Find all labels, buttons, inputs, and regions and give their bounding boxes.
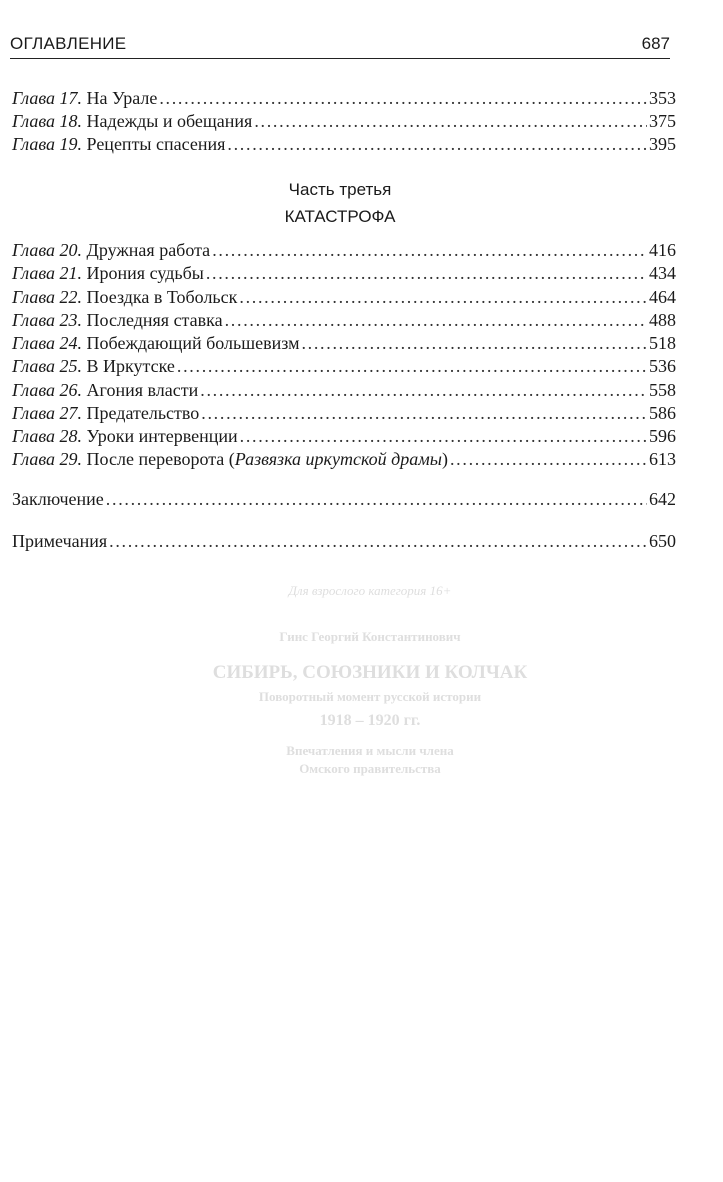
leader-dots	[301, 331, 647, 355]
conclusion-page: 642	[649, 489, 676, 509]
chapter-page: 416	[649, 240, 676, 260]
chapter-prefix: Глава	[12, 449, 56, 469]
chapter-number: 26.	[59, 380, 83, 400]
chapter-title: Последняя ставка	[86, 310, 223, 330]
chapter-page: 596	[649, 426, 676, 446]
chapter-number: 19.	[59, 134, 83, 154]
chapter-prefix: Глава	[12, 426, 56, 446]
leader-dots	[239, 285, 647, 309]
header-page-number: 687	[641, 34, 670, 53]
conclusion-title: Заключение	[12, 489, 104, 509]
leader-dots	[227, 132, 647, 156]
leader-dots	[206, 261, 647, 285]
chapter-prefix: Глава	[12, 380, 56, 400]
chapter-title: Поездка в Тобольск	[86, 287, 238, 307]
notes-page: 650	[649, 531, 676, 551]
toc-entry	[12, 401, 676, 425]
chapter-title: На Урале	[86, 88, 158, 108]
leader-dots	[212, 238, 647, 262]
chapter-number: 17.	[59, 88, 83, 108]
chapter-title: Побеждающий большевизм	[86, 333, 300, 353]
toc-entry	[12, 285, 676, 309]
chapter-prefix: Глава	[12, 134, 56, 154]
chapter-prefix: Глава	[12, 287, 56, 307]
part-title: КАТАСТРОФА	[284, 207, 396, 226]
part-label: Часть третья	[288, 180, 392, 199]
leader-dots	[200, 378, 647, 402]
chapter-number: 23.	[59, 310, 83, 330]
toc-entry	[12, 308, 676, 332]
chapter-number: 20.	[59, 240, 83, 260]
leader-dots	[106, 487, 647, 511]
faded-line-7: Омского правительства	[299, 761, 441, 776]
faded-subtitle: Поворотный момент русской истории	[258, 689, 482, 704]
chapter-prefix: Глава	[12, 263, 56, 283]
toc-entry	[12, 331, 676, 355]
leader-dots	[225, 308, 647, 332]
header-title: ОГЛАВЛЕНИЕ	[10, 34, 127, 53]
notes-title: Примечания	[12, 531, 108, 551]
chapter-prefix: Глава	[12, 240, 56, 260]
chapter-prefix: Глава	[12, 111, 56, 131]
leader-dots	[201, 401, 647, 425]
chapter-number: 27.	[59, 403, 83, 423]
chapter-page: 353	[649, 88, 676, 108]
chapter-page: 395	[649, 134, 676, 154]
leader-dots	[159, 86, 647, 110]
chapter-page: 464	[649, 287, 676, 307]
leader-dots	[177, 354, 647, 378]
leader-dots	[240, 424, 647, 448]
leader-dots	[450, 447, 647, 471]
faded-years: 1918 – 1920 гг.	[319, 712, 421, 729]
chapter-title: Надежды и обещания	[86, 111, 253, 131]
toc-entry	[12, 261, 676, 285]
toc-entry-notes	[12, 529, 676, 553]
toc-entry	[12, 354, 676, 378]
leader-dots	[254, 109, 647, 133]
chapter-page: 488	[649, 310, 676, 330]
chapter-prefix: Глава	[12, 310, 56, 330]
chapter-title: Рецепты спасения	[86, 134, 226, 154]
chapter-page: 586	[649, 403, 676, 423]
chapter-number: 21.	[59, 263, 83, 283]
chapter-title: Уроки интервенции	[86, 426, 238, 446]
chapter-page: 518	[649, 333, 676, 353]
chapter-subtitle: Развязка иркутской драмы	[234, 449, 442, 469]
toc-entry	[12, 447, 676, 471]
chapter-number: 22.	[59, 287, 83, 307]
chapter-title: Ирония судьбы	[86, 263, 204, 283]
toc-entry	[12, 424, 676, 448]
chapter-title: Предательство	[86, 403, 200, 423]
toc-entry	[12, 86, 676, 110]
leader-dots	[109, 529, 647, 553]
faded-book-title: СИБИРЬ, СОЮЗНИКИ И КОЛЧАК	[212, 662, 528, 683]
chapter-page: 536	[649, 356, 676, 376]
chapter-title: В Иркутске	[86, 356, 175, 376]
chapter-prefix: Глава	[12, 88, 56, 108]
faded-age-rating: Для взрослого категория 16+	[288, 583, 452, 598]
chapter-prefix: Глава	[12, 356, 56, 376]
toc-entry	[12, 238, 676, 262]
chapter-title: Дружная работа	[86, 240, 211, 260]
chapter-prefix: Глава	[12, 333, 56, 353]
chapter-page: 375	[649, 111, 676, 131]
chapter-title: После переворота (	[86, 449, 235, 469]
toc-entry	[12, 132, 676, 156]
chapter-page: 434	[649, 263, 676, 283]
toc-entry-conclusion	[12, 487, 676, 511]
faded-line-6: Впечатления и мысли члена	[286, 743, 454, 758]
running-header	[10, 30, 670, 59]
chapter-page: 613	[649, 449, 676, 469]
chapter-prefix: Глава	[12, 403, 56, 423]
chapter-number: 25.	[59, 356, 83, 376]
toc-entry	[12, 109, 676, 133]
chapter-number: 24.	[59, 333, 83, 353]
chapter-number: 29.	[59, 449, 83, 469]
chapter-title: Агония власти	[86, 380, 199, 400]
chapter-page: 558	[649, 380, 676, 400]
toc-entry	[12, 378, 676, 402]
chapter-number: 18.	[59, 111, 83, 131]
chapter-number: 28.	[59, 426, 83, 446]
faded-author: Гинс Георгий Константинович	[279, 629, 461, 644]
chapter-title-end: )	[441, 449, 448, 469]
